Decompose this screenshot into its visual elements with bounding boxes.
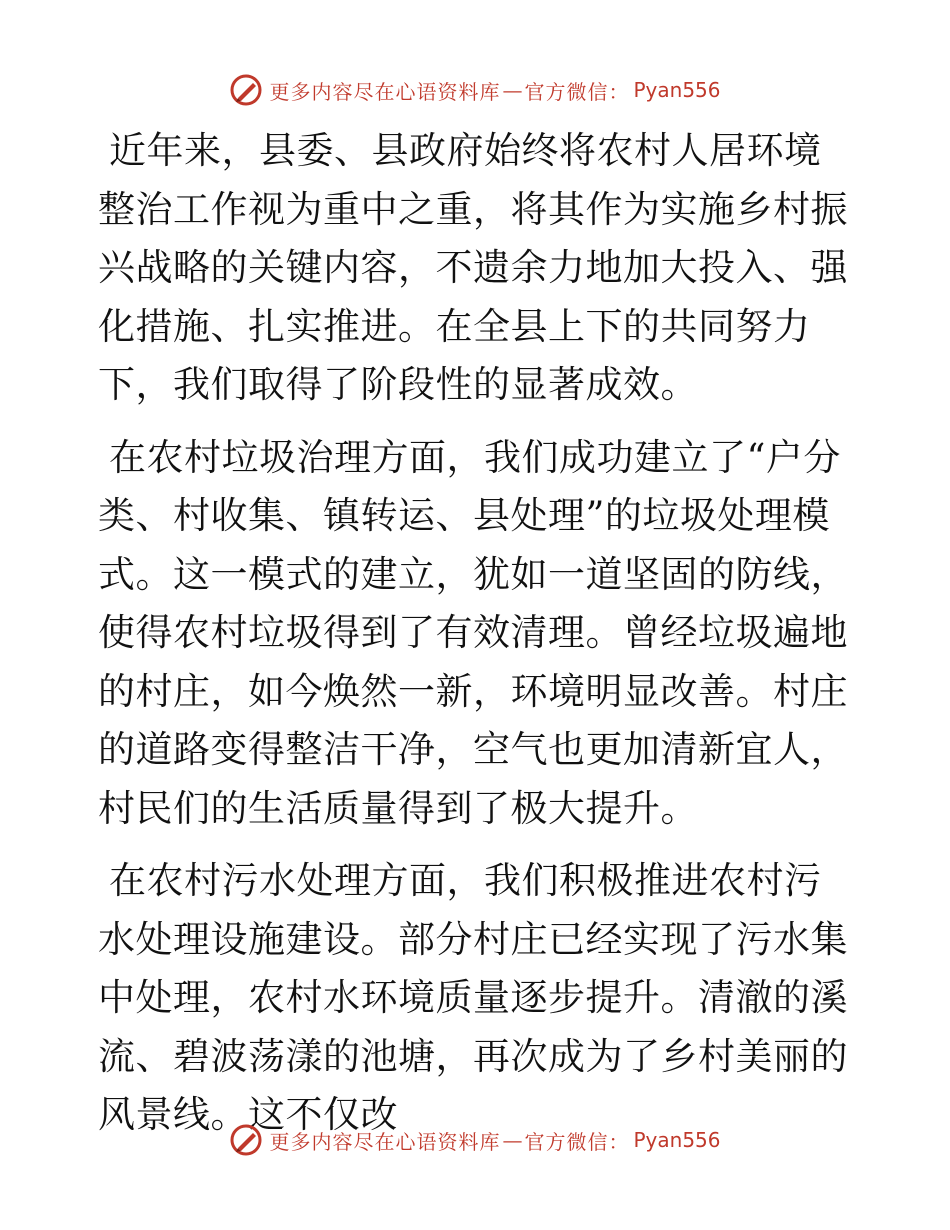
watermark-wechat-id: Pyan556 bbox=[633, 78, 721, 102]
watermark-brand: 更多内容尽在心语资料库 bbox=[269, 1129, 501, 1154]
watermark-brand: 更多内容尽在心语资料库 bbox=[269, 79, 501, 104]
document-body bbox=[98, 122, 850, 1159]
paragraph: 在农村垃圾治理方面，我们成功建立了“户分类、村收集、镇转运、县处理”的垃圾处理模式。这一模式的建立，犹如一道坚固的防线，使得农村垃圾得到了有效清理。曾经垃圾遍地的村庄，如今焕然一新，环境明显改善。村庄的道路变得整洁干净，空气也更加清新宜人，村民们的生活质量得到了极大提升。 bbox=[98, 435, 848, 830]
watermark-separator: — bbox=[502, 1128, 523, 1152]
paragraph: 近年来，县委、县政府始终将农村人居环境整治工作视为重中之重，将其作为实施乡村振兴战略的关键内容，不遗余力地加大投入、强化措施、扎实推进。在全县上下的共同努力下，我们取得了阶段性的显著成效。 bbox=[98, 129, 848, 406]
pen-logo-icon bbox=[229, 73, 263, 107]
pen-logo-icon bbox=[229, 1123, 263, 1157]
watermark-separator: — bbox=[502, 78, 523, 102]
footer-watermark bbox=[0, 1120, 950, 1160]
watermark-label: 官方微信： bbox=[524, 1129, 630, 1154]
paragraph: 在农村污水处理方面，我们积极推进农村污水处理设施建设。部分村庄已经实现了污水集中处理，农村水环境质量逐步提升。清澈的溪流、碧波荡漾的池塘，再次成为了乡村美丽的风景线。这不仅改 bbox=[98, 859, 848, 1136]
watermark-label: 官方微信： bbox=[524, 79, 630, 104]
header-watermark bbox=[0, 70, 950, 110]
watermark-wechat-id: Pyan556 bbox=[633, 1128, 721, 1152]
